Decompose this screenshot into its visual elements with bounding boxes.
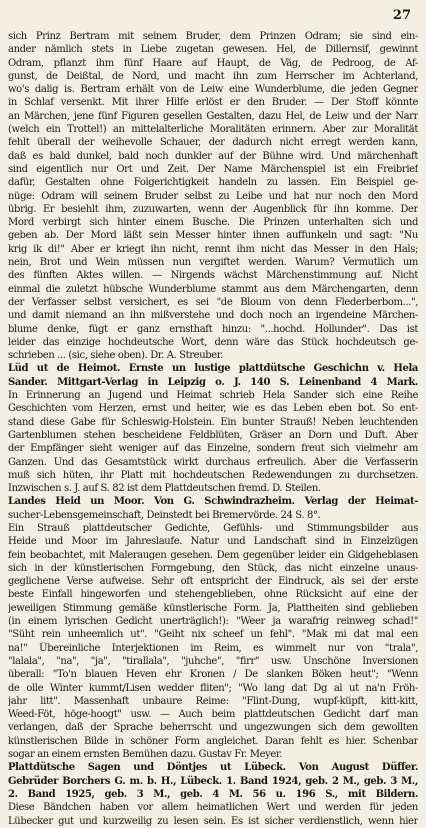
text-line: Odram, pflanzt ihm fünf Haare auf Haupt, de Väg, de Pedroog, de Af-: [8, 57, 418, 69]
text-line: an Märchen, jene fünf Figuren gesellen Gestalten, dazu Hel, de Leiw und der Narr: [8, 110, 418, 122]
text-line: Weed-Föt, höge-hoogt" usw. — Auch beim plattdeutschen Gedicht darf man: [8, 709, 418, 721]
text-line: in Schlaf versenkt. Mit ihrer Hilfe erlöst er den Bruder. — Der Stoff könnte: [8, 97, 418, 109]
text-line: sich in der künstlerischen Formgebung, den Stück, das nicht einzelne unaus-: [8, 562, 418, 574]
review-heading-line: Lüd ut de Heimot. Ernste un lustige plattdütsche Geschichn v. Hela: [8, 363, 418, 375]
text-line: In Erinnerung an Jugend und Heimat schrieb Hela Sander sich eine Reihe: [8, 390, 418, 402]
text-line: einmal die zuletzt hübsche Wunderblume stammt aus dem Märchengarten, denn: [8, 283, 418, 295]
text-line: Diese Bändchen haben vor allem heimatlichen Wert und werden für jeden: [8, 802, 418, 814]
text-line: fein beobachtet, mit Maleraugen gesehen. Dem gegenüber leider ein Gidgeheblasen: [8, 549, 418, 561]
text-line: des fünften Aktes willen. — Nirgends wächst Märchenstimmung auf. Nicht: [8, 270, 418, 282]
review-heading-line: 2. Band 1925, geb. 3 M., geb. 4 M. 56 u. 196 S., mit Bildern.: [8, 788, 418, 800]
text-line: sind eigentlich nur Ort und Zeit. Der Name Märchenspiel ist ein Freibrief: [8, 163, 418, 175]
text-line: nüge: Odram will seinem Bruder selbst zu Leibe und hat nur noch den Mord: [8, 190, 418, 202]
text-line: dafür, Gestalten ohne Folgerichtigkeit handeln zu lassen. Ein Beispiel ge-: [8, 177, 418, 189]
review-heading-line: Landes Heid un Moor. Von G. Schwindrazheim. Verlag der Heimat-: [8, 496, 418, 508]
text-line: jahr litt". Massenhaft unbaure Reime: "Flint-Dung, wupf-küpft, kitt-kitt,: [8, 695, 418, 707]
text-line: geben ab. Der Mord läßt sein Messer hinter ihnen auffunkeln und sagt: "Nu: [8, 230, 418, 242]
text-line: überall: "To'n blauen Heven ehr Kronen / De slanken Böken heut"; "Wenn: [8, 669, 418, 681]
text-line: "lalala", "na", "ja", "tirallala", "juhche", "firr" usw. Unschöne Inversionen: [8, 655, 418, 667]
text-line: jeweiligen Stimmung gemäße künstlerische Form. Ja, Plattheiten sind geblieben: [8, 602, 418, 614]
review-heading-line: Gebrüder Borchers G. m. b. H., Lübeck. 1. Band 1924, geb. 2 M., geb. 3 M.,: [8, 775, 418, 787]
text-line: blume denke, fügt er ganz ernsthaft hinzu: "...hochd. Hollunder". Das ist: [8, 323, 418, 335]
text-line: muß sich hüten, ihr Platt mit hochdeutschen Redewendungen zu durchsetzen.: [8, 469, 418, 481]
text-line: nein, Brot und Wein müssen nun vergiftet werden. Warum? Vermutlich um: [8, 257, 418, 269]
text-line: verlangen, daß der Sprache beherrscht und ungezwungen sich dem gewollten: [8, 722, 418, 734]
text-line: sucher-Lebensgemeinschaft, Deinstedt bei Bremervörde. 24 S. 8°.: [8, 509, 321, 521]
text-line: krig ik di!" Aber er kriegt ihn nicht, rennt ihm nicht das Messer in den Hals;: [8, 243, 418, 255]
text-line: Lübecker gut und kurzweilig zu lesen sein. Es ist sicher verdienstlich, wenn hier: [8, 815, 418, 827]
text-line: gunst, de Deißtal, de Nord, und macht ihn zum Herrscher im Achterland,: [8, 70, 418, 82]
text-line: künstlerischen Bilde in schöner Form angleichet. Daran fehlt es hier. Schenbar: [8, 735, 418, 747]
text-line: Ganzen. Und das Gesamtstück wirkt durchaus erfreulich. Aber die Verfasserin: [8, 456, 418, 468]
text-line: der Empfänger sieht weniger auf das Einzelne, sondern freut sich vielmehr am: [8, 443, 418, 455]
text-line: na!" Übereinliche Interjektionen im Reim, es wimmelt nur von "trala",: [8, 642, 418, 654]
page-number: 27: [392, 8, 411, 23]
text-line: und damit niemand an ihn mißverstehe und doch noch an irgendeine Märchen-: [8, 310, 418, 322]
text-line: Mord verbirgt sich hinter einem Busche. Die Prinzen unterhalten sich und: [8, 217, 418, 229]
review-heading-line: Sander. Mittgart-Verlag in Leipzig o. J. 140 S. Leinenband 4 Mark.: [8, 376, 418, 388]
text-line: (in einem lyrischen Gedicht unerträglich!): "Weer ja warafrig reinweg schad!": [8, 616, 418, 628]
body-text: [8, 30, 418, 828]
text-line: Inzwischen s. J. auf S. 82 ist dem Plattdeutschen fremd. D. Steilen.: [8, 483, 321, 495]
text-line: daß es bald dunkel, bald noch dunkler auf der Bühne wird. Und märchenhaft: [8, 150, 418, 162]
text-line: stand diese Gabe für Schleswig-Holstein. Ein bunter Strauß! Neben leuchtenden: [8, 416, 418, 428]
text-line: wo's dalig is. Bertram erhält von de Leiw eine Wunderblume, die jeden Gegner: [8, 84, 418, 96]
text-line: geglichene Verse aufweise. Sehr oft entspricht der Eindruck, als sei der erste: [8, 576, 418, 588]
text-line: Ein Strauß plattdeutscher Gedichte, Gefühls- und Stimmungsbilder aus: [8, 522, 418, 534]
text-line: schrieben ... (sic, siehe oben). Dr. A. Streuber.: [8, 350, 223, 362]
text-line: der Verfasser selbst versichert, es sei "de Bloum von denn Flederberbom...",: [8, 296, 418, 308]
text-line: Heide und Moor im Jahreslaufe. Natur und Landschaft sind in Einzelzügen: [8, 536, 418, 548]
text-line: (welch ein Trottel!) an mittelalterliche Moralitäten erinnern. Aber zur Moralität: [8, 124, 418, 136]
text-line: Geschichten vom Herzen, ernst und heiter, wie es das Leben eben bot. So ent-: [8, 403, 418, 415]
text-line: leider das einzige hochdeutsche Wort, denn wäre das Stück hochdeutsch ge-: [8, 336, 418, 348]
text-line: ander nämlich stets in Liebe zugetan gewesen. Hel, de Dillernsif, gewinnt: [8, 44, 418, 56]
text-line: sich Prinz Bertram mit seinem Bruder, dem Prinzen Odram; sie sind ein-: [8, 31, 418, 42]
text-line: Gartenblumen stehen bescheidene Feldblüten, Gräser an Dorn und Duft. Aber: [8, 429, 418, 441]
text-line: de olle Winter kummt/Lisen wedder fliten"; "Wo lang dat Dg al ut na'n Fröh-: [8, 682, 418, 694]
text-line: "Süht rein unheemlich ut". "Geiht nix scheef un fehl". "Mak mi dat mal een: [8, 629, 418, 641]
review-heading-line: Plattdütsche Sagen und Döntjes ut Lübeck. Von August Düffer.: [8, 762, 418, 774]
text-line: beste Einfall hingeworfen und stehengeblieben, ohne Rücksicht auf eine der: [8, 589, 418, 601]
text-line: fehlt überall der weihevolle Schauer, der dadurch nicht erregt werden kann,: [8, 137, 418, 149]
text-line: sogar an einem ernsten Bemühen dazu. Gustav Fr. Meyer.: [8, 749, 283, 761]
text-line: übrig. Er besiehlt ihm, zuzuwarten, wenn der Augenblick für ihn komme. Der: [8, 203, 418, 215]
